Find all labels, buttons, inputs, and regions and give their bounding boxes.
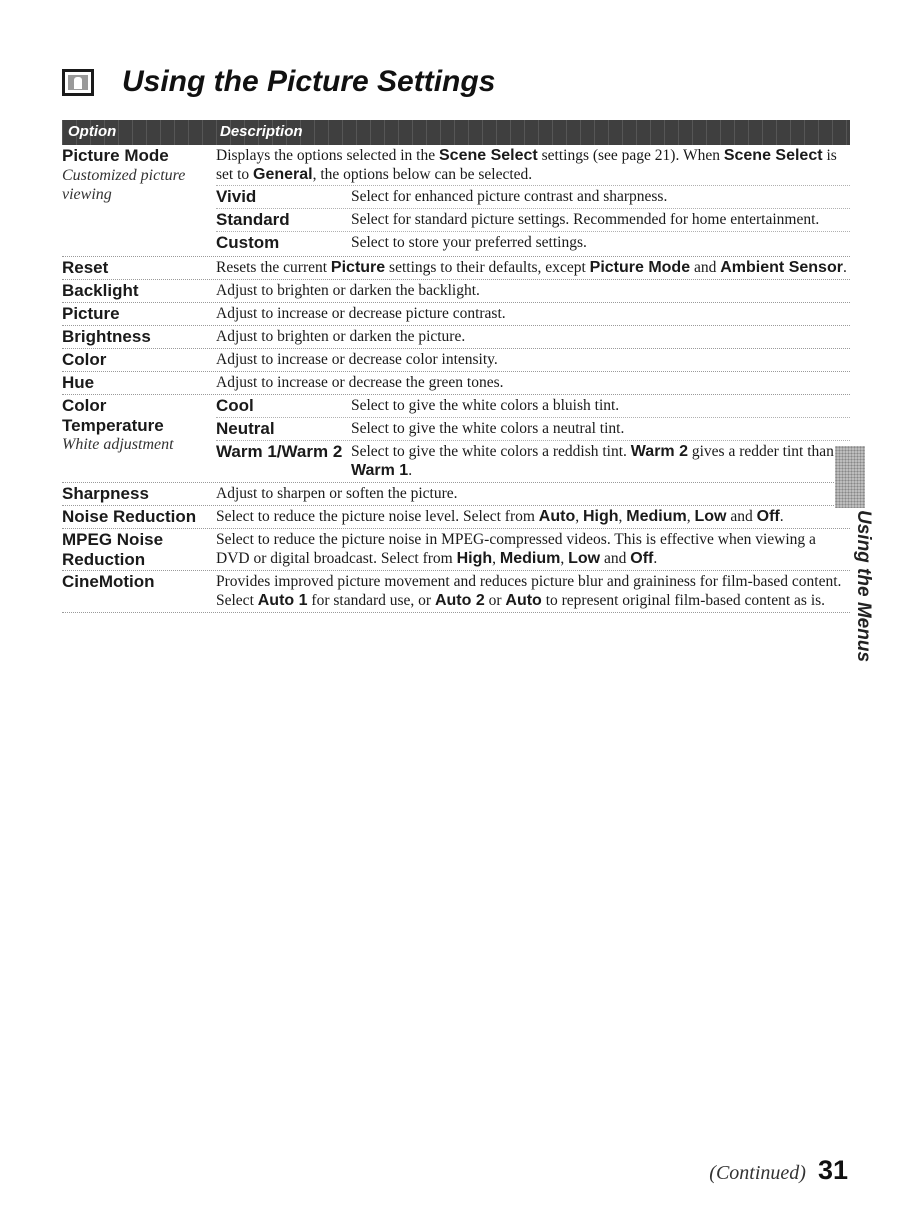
- option-name: Sharpness: [62, 484, 149, 503]
- option-name: CineMotion: [62, 572, 155, 591]
- description-text: Select to reduce the picture noise in MPEG-compressed videos. This is effective when viewing a DVD or digital broadcast. Select from: [216, 531, 816, 567]
- table-row-mpeg-noise-reduction: MPEG Noise Reduction Select to reduce the picture noise in MPEG-compressed videos. This is effective when viewing a DVD or digital broadcast. Select from High, Medium, Low and Off.: [62, 529, 850, 571]
- keyword: Low: [694, 508, 727, 525]
- page-footer: [709, 1155, 848, 1186]
- section-tab-marker: [835, 446, 865, 508]
- table-row-cinemotion: [62, 571, 850, 613]
- keyword: Auto: [505, 592, 542, 609]
- option-subtitle: White adjustment: [62, 436, 174, 453]
- description-text: .: [842, 259, 847, 276]
- sub-option-description: Select to store your preferred settings.: [351, 234, 587, 251]
- sub-option-description: Select for standard picture settings. Recommended for home entertainment.: [351, 211, 820, 228]
- keyword: Off: [630, 550, 654, 567]
- picture-settings-icon: [62, 69, 94, 96]
- option-name: Picture Mode: [62, 146, 169, 165]
- description-text: Provides improved picture movement and reduces picture blur and graininess for film-based content. Select: [216, 573, 842, 609]
- keyword: Auto 2: [434, 592, 485, 609]
- keyword: Off: [756, 508, 780, 525]
- keyword: Picture: [330, 259, 386, 276]
- option-name: Backlight: [62, 281, 139, 300]
- keyword: Auto: [538, 508, 576, 525]
- table-row-backlight: [62, 280, 850, 303]
- table-row-hue: [62, 372, 850, 395]
- description-text: Adjust to brighten or darken the picture.: [216, 328, 466, 345]
- option-name: Reset: [62, 258, 109, 277]
- description-text: for standard use, or: [311, 592, 432, 609]
- keyword: Warm 1: [351, 462, 409, 479]
- settings-table: [62, 120, 850, 613]
- table-row-noise-reduction: Noise Reduction Select to reduce the picture noise level. Select from Auto, High, Medium, Low and Off.: [62, 506, 850, 529]
- table-row-brightness: [62, 326, 850, 349]
- description-text: Resets the current: [216, 259, 328, 276]
- option-subtitle: Customized picture viewing: [62, 166, 186, 203]
- keyword: Scene Select: [439, 147, 538, 164]
- picture-mode-options: [216, 186, 850, 254]
- section-tab-text: Using the Menus: [853, 510, 874, 663]
- description-text: and: [730, 508, 753, 525]
- description-text: settings to their defaults, except: [389, 259, 586, 276]
- sub-option-name: Standard: [216, 210, 290, 229]
- keyword: Ambient Sensor: [720, 259, 843, 276]
- description-text: Adjust to increase or decrease picture contrast.: [216, 305, 506, 322]
- sub-option-name: Vivid: [216, 187, 257, 206]
- sub-option-description: Select to give the white colors a bluish tint.: [351, 397, 620, 414]
- description-text: Displays the options selected in the: [216, 147, 436, 164]
- sub-option-description: Select for enhanced picture contrast and sharpness.: [351, 188, 668, 205]
- sub-option-name: Warm 1/Warm 2: [216, 442, 343, 461]
- page-number: 31: [817, 1155, 848, 1185]
- option-name: Noise Reduction: [62, 507, 197, 526]
- page-title-text: Using the Picture Settings: [122, 65, 496, 98]
- sub-option-row: [216, 231, 850, 254]
- sub-option-description: Select to give the white colors a neutral tint.: [351, 420, 625, 437]
- description-text: and: [604, 550, 627, 567]
- sub-option-description: [351, 441, 850, 482]
- sub-option-name: Custom: [216, 233, 280, 252]
- description-text: Select to give the white colors a reddish tint.: [351, 443, 627, 460]
- option-name: Picture: [62, 304, 120, 323]
- column-header-description: Description: [220, 123, 303, 140]
- description-text: , the options below can be selected.: [312, 166, 533, 183]
- option-name: MPEG Noise Reduction: [62, 530, 164, 569]
- keyword: Medium: [626, 508, 687, 525]
- table-row-picture: [62, 303, 850, 326]
- description-text: or: [488, 592, 502, 609]
- table-row-sharpness: [62, 483, 850, 506]
- sub-option-row: [216, 208, 850, 231]
- description-text: is set to: [216, 147, 837, 183]
- option-name: Hue: [62, 373, 95, 392]
- description-text: settings (see page 21). When: [541, 147, 720, 164]
- keyword: Scene Select: [723, 147, 823, 164]
- keyword: Low: [568, 550, 601, 567]
- page-title: [62, 62, 495, 102]
- description-text: Adjust to sharpen or soften the picture.: [216, 485, 458, 502]
- keyword: High: [582, 508, 619, 525]
- description-text: .: [653, 550, 658, 567]
- description-text: Adjust to increase or decrease color intensity.: [216, 351, 498, 368]
- description-text: to represent original film-based content as is.: [545, 592, 826, 609]
- option-name: Brightness: [62, 327, 151, 346]
- sub-option-row: [216, 417, 850, 440]
- description-text: gives a redder tint than: [691, 443, 834, 460]
- keyword: Auto 1: [257, 592, 308, 609]
- table-row-reset: [62, 257, 850, 280]
- keyword: Picture Mode: [589, 259, 691, 276]
- table-row-color: [62, 349, 850, 372]
- option-name: Color: [62, 350, 107, 369]
- option-name: Color Temperature: [62, 396, 164, 435]
- section-tab-label: [852, 510, 878, 663]
- keyword: Warm 2: [630, 443, 688, 460]
- description-text: .: [408, 462, 413, 479]
- keyword: High: [456, 550, 493, 567]
- sub-option-name: Cool: [216, 396, 254, 415]
- keyword: General: [253, 166, 313, 183]
- keyword: Medium: [499, 550, 561, 567]
- continued-label: (Continued): [709, 1162, 806, 1184]
- table-row-color-temperature: [62, 395, 850, 483]
- sub-option-row: [216, 395, 850, 417]
- description-text: .: [779, 508, 784, 525]
- description-text: Adjust to increase or decrease the green tones.: [216, 374, 504, 391]
- table-header: [62, 120, 850, 145]
- table-row-picture-mode: [62, 145, 850, 257]
- description-text: Adjust to brighten or darken the backlight.: [216, 282, 480, 299]
- sub-option-row: [216, 440, 850, 482]
- description-text: and: [693, 259, 717, 276]
- sub-option-name: Neutral: [216, 419, 275, 438]
- sub-option-row: [216, 186, 850, 208]
- description-text: Select to reduce the picture noise level. Select from: [216, 508, 535, 525]
- column-header-option: Option: [68, 123, 117, 140]
